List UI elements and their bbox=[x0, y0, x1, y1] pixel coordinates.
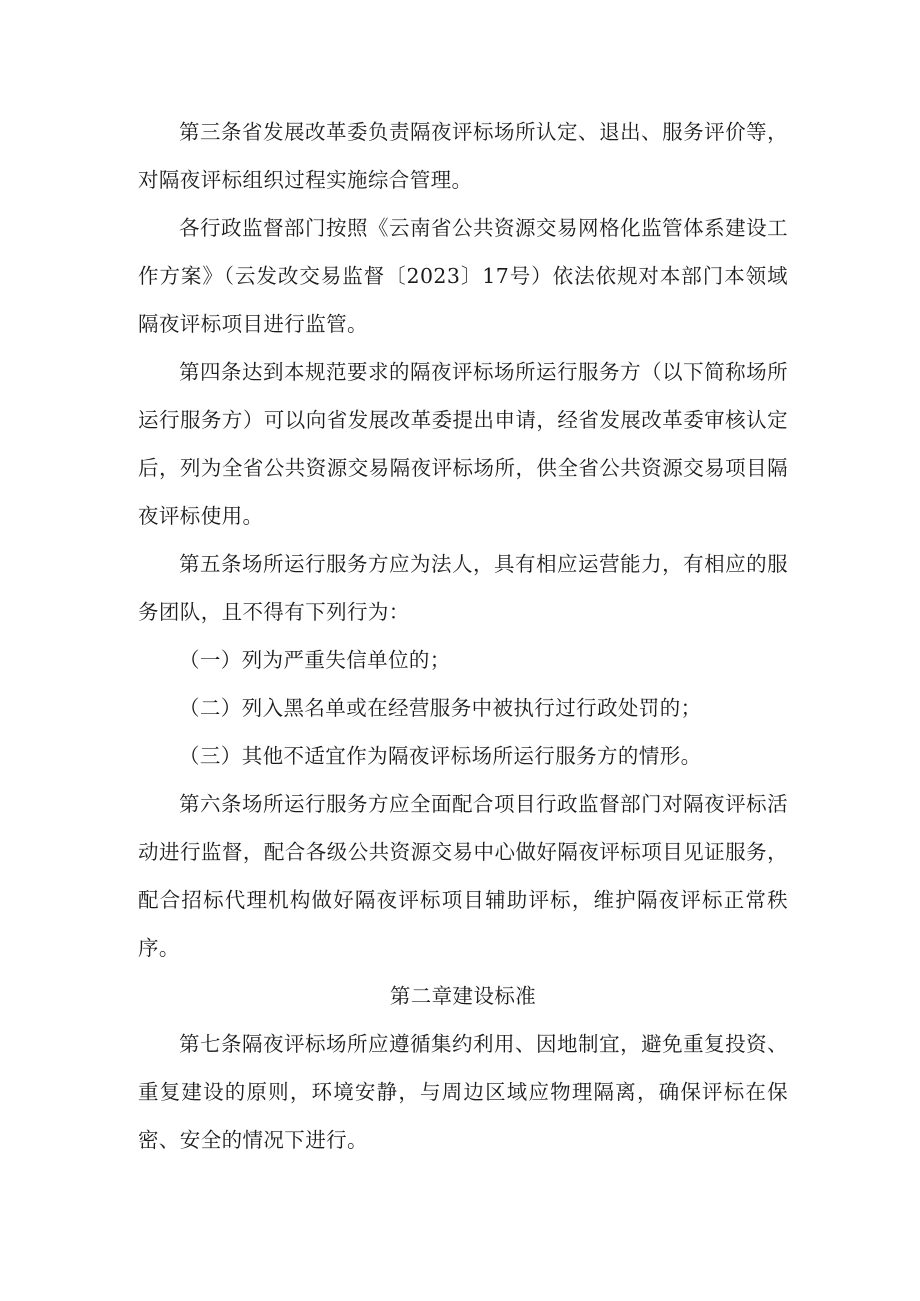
article-5-item-3: （三）其他不适宜作为隔夜评标场所运行服务方的情形。 bbox=[179, 744, 702, 768]
chapter-heading: 第二章建设标准 bbox=[389, 984, 537, 1008]
article-4: 第四条达到本规范要求的隔夜评标场所运行服务方（以下简称场所运行服务方）可以向省发展改革委提出申请，经省发展改革委审核认定后，列为全省公共资源交易隔夜评标场所，供全省公共资源交易项目隔夜评标使用。 bbox=[138, 360, 788, 528]
document-body bbox=[138, 108, 788, 1164]
article-6: 第六条场所运行服务方应全面配合项目行政监督部门对隔夜评标活动进行监督，配合各级公共资源交易中心做好隔夜评标项目见证服务，配合招标代理机构做好隔夜评标项目辅助评标，维护隔夜评标正常秩序。 bbox=[138, 792, 788, 960]
article-5-item-1: （一）列为严重失信单位的； bbox=[179, 648, 451, 672]
article-5-item-2: （二）列入黑名单或在经营服务中被执行过行政处罚的； bbox=[179, 696, 702, 720]
article-5: 第五条场所运行服务方应为法人，具有相应运营能力，有相应的服务团队，且不得有下列行为： bbox=[138, 552, 788, 624]
supervision-paragraph: 各行政监督部门按照《云南省公共资源交易网格化监管体系建设工作方案》（云发改交易监督〔2023〕17号）依法依规对本部门本领域隔夜评标项目进行监管。 bbox=[138, 216, 788, 336]
article-7: 第七条隔夜评标场所应遵循集约利用、因地制宜，避免重复投资、重复建设的原则，环境安静，与周边区域应物理隔离，确保评标在保密、安全的情况下进行。 bbox=[138, 1032, 788, 1152]
article-3: 第三条省发展改革委负责隔夜评标场所认定、退出、服务评价等，对隔夜评标组织过程实施综合管理。 bbox=[138, 120, 788, 192]
